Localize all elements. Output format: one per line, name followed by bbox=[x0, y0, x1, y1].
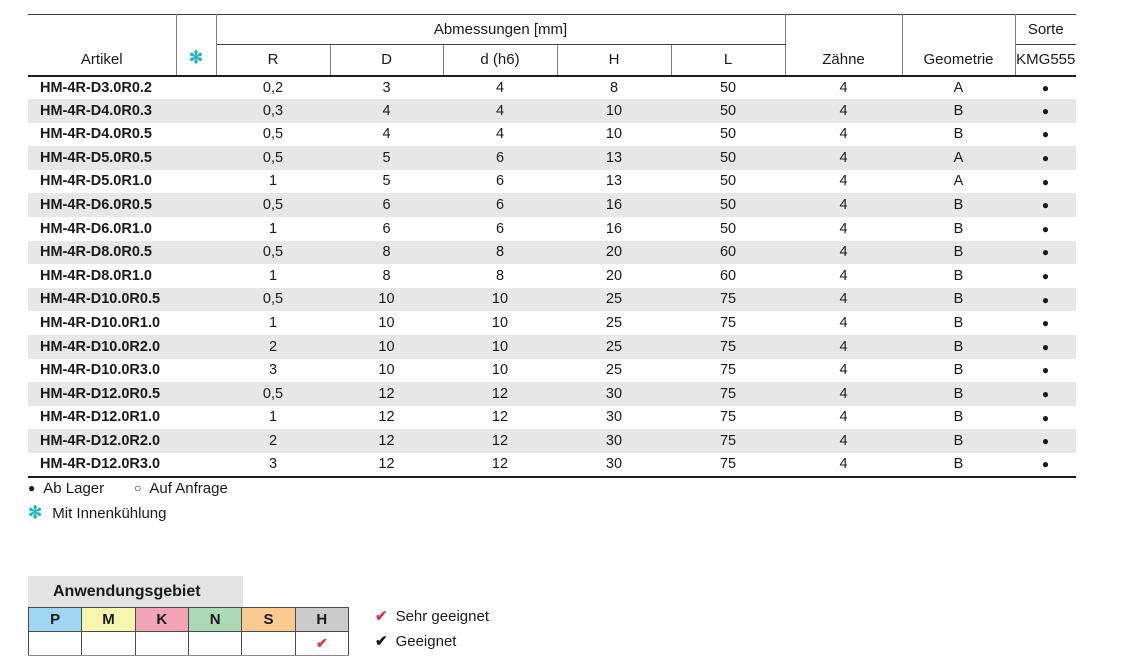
r-cell: 0,5 bbox=[262, 149, 284, 166]
application-check-cell: ✔ bbox=[295, 632, 348, 656]
h-cell: 13 bbox=[605, 173, 623, 190]
article-cell: HM-4R-D3.0R0.2 bbox=[40, 79, 152, 96]
zaehne-cell: 4 bbox=[839, 409, 848, 426]
article-cell: HM-4R-D8.0R1.0 bbox=[40, 267, 152, 284]
application-table-body-row bbox=[29, 632, 349, 656]
table-row bbox=[28, 335, 1076, 359]
cooling-cell bbox=[176, 170, 216, 194]
d-cell: 12 bbox=[378, 409, 395, 426]
dh6-cell: 4 bbox=[495, 102, 505, 119]
column-group-abmessungen: Abmessungen [mm] bbox=[216, 15, 785, 45]
l-cell: 75 bbox=[719, 385, 737, 402]
column-header-geometrie: Geometrie bbox=[902, 15, 1015, 76]
h-cell: 25 bbox=[605, 314, 623, 331]
article-cell: HM-4R-D4.0R0.5 bbox=[40, 126, 152, 143]
article-cell: HM-4R-D10.0R3.0 bbox=[40, 362, 161, 379]
request-legend-label: Auf Anfrage bbox=[149, 479, 228, 497]
geometrie-cell: B bbox=[953, 362, 964, 379]
dh6-cell: 12 bbox=[491, 432, 509, 449]
d-cell: 5 bbox=[382, 149, 391, 166]
geometrie-cell: B bbox=[953, 291, 964, 308]
h-cell: 30 bbox=[605, 432, 623, 449]
table-row bbox=[28, 123, 1076, 147]
table-row bbox=[28, 217, 1076, 241]
l-cell: 50 bbox=[719, 102, 737, 119]
l-cell: 50 bbox=[719, 149, 737, 166]
zaehne-cell: 4 bbox=[839, 220, 848, 237]
r-cell: 0,3 bbox=[262, 102, 284, 119]
cooling-cell bbox=[176, 217, 216, 241]
l-cell: 50 bbox=[719, 220, 737, 237]
article-cell: HM-4R-D6.0R0.5 bbox=[40, 197, 152, 214]
cooling-legend-label: Mit Innenkühlung bbox=[52, 504, 167, 522]
zaehne-cell: 4 bbox=[839, 149, 848, 166]
geometrie-cell: A bbox=[953, 173, 964, 190]
stock-dot: ● bbox=[1041, 339, 1050, 354]
stock-dot: ● bbox=[1041, 151, 1050, 166]
d-cell: 5 bbox=[382, 173, 391, 190]
geometrie-cell: B bbox=[953, 197, 964, 214]
product-table-body bbox=[28, 76, 1076, 477]
d-cell: 12 bbox=[330, 453, 443, 477]
cooling-cell bbox=[176, 264, 216, 288]
h-cell: 25 bbox=[605, 362, 623, 379]
article-cell: HM-4R-D5.0R0.5 bbox=[40, 149, 152, 166]
zaehne-cell: 4 bbox=[839, 432, 848, 449]
column-header-dh6: d (h6) bbox=[443, 45, 557, 76]
l-cell: 75 bbox=[719, 409, 737, 426]
cooling-cell bbox=[176, 99, 216, 123]
l-cell: 75 bbox=[719, 362, 737, 379]
h-cell: 8 bbox=[609, 79, 619, 96]
zaehne-cell: 4 bbox=[785, 453, 902, 477]
dh6-cell: 6 bbox=[495, 197, 505, 214]
zaehne-cell: 4 bbox=[839, 173, 848, 190]
application-empty-cell bbox=[29, 632, 82, 656]
column-header-sorte: Sorte bbox=[1015, 15, 1076, 45]
table-row bbox=[28, 146, 1076, 170]
cooling-cell bbox=[176, 382, 216, 406]
black-check-icon: ✔ bbox=[375, 633, 388, 650]
dh6-cell: 12 bbox=[491, 385, 509, 402]
article-cell: HM-4R-D6.0R1.0 bbox=[40, 220, 152, 237]
d-cell: 3 bbox=[382, 79, 391, 96]
zaehne-cell: 4 bbox=[839, 126, 848, 143]
table-row bbox=[28, 382, 1076, 406]
dh6-cell: 12 bbox=[491, 409, 509, 426]
geometrie-cell: B bbox=[953, 244, 964, 261]
r-cell: 3 bbox=[216, 453, 330, 477]
application-column-p: P bbox=[29, 608, 82, 632]
d-cell: 6 bbox=[382, 197, 391, 214]
r-cell: 0,5 bbox=[262, 291, 284, 308]
zaehne-cell: 4 bbox=[839, 102, 848, 119]
column-header-h: H bbox=[557, 45, 671, 76]
d-cell: 4 bbox=[382, 126, 391, 143]
l-cell: 60 bbox=[719, 267, 737, 284]
zaehne-cell: 4 bbox=[839, 291, 848, 308]
geometrie-cell: B bbox=[953, 338, 964, 355]
r-cell: 1 bbox=[268, 267, 278, 284]
r-cell: 0,5 bbox=[262, 244, 284, 261]
stock-dot: ● bbox=[1041, 363, 1050, 378]
geometrie-cell: B bbox=[953, 432, 964, 449]
table-row bbox=[28, 99, 1076, 123]
very-suitable-label: Sehr geeignet bbox=[395, 607, 489, 625]
zaehne-cell: 4 bbox=[839, 385, 848, 402]
h-cell: 16 bbox=[605, 197, 623, 214]
table-row bbox=[28, 311, 1076, 335]
zaehne-cell: 4 bbox=[839, 197, 848, 214]
r-cell: 1 bbox=[268, 220, 278, 237]
table-row bbox=[28, 264, 1076, 288]
r-cell: 0,5 bbox=[262, 197, 284, 214]
l-cell: 60 bbox=[719, 244, 737, 261]
dh6-cell: 12 bbox=[443, 453, 557, 477]
product-table-header bbox=[28, 15, 1076, 76]
cooling-cell bbox=[176, 123, 216, 147]
stock-dot: ● bbox=[1041, 387, 1050, 402]
application-table-content bbox=[29, 632, 349, 656]
r-cell: 0,5 bbox=[262, 126, 284, 143]
r-cell: 0,2 bbox=[262, 79, 284, 96]
article-cell: HM-4R-D10.0R2.0 bbox=[40, 338, 161, 355]
open-dot-icon: ○ bbox=[134, 481, 142, 495]
cooling-cell bbox=[176, 288, 216, 312]
r-cell: 0,5 bbox=[262, 385, 284, 402]
dh6-cell: 4 bbox=[495, 126, 505, 143]
stock-dot: ● bbox=[1041, 221, 1050, 236]
dh6-cell: 6 bbox=[495, 149, 505, 166]
stock-dot: ● bbox=[1041, 245, 1050, 260]
l-cell: 75 bbox=[719, 314, 737, 331]
application-empty-cell bbox=[242, 632, 295, 656]
h-cell: 10 bbox=[605, 102, 623, 119]
table-row bbox=[28, 429, 1076, 453]
dh6-cell: 8 bbox=[495, 267, 505, 284]
snowflake-icon: ✻ bbox=[28, 503, 43, 522]
table-row bbox=[28, 359, 1076, 383]
h-cell: 30 bbox=[605, 409, 623, 426]
stock-legend-label: Ab Lager bbox=[43, 479, 105, 497]
article-cell: HM-4R-D12.0R0.5 bbox=[40, 385, 161, 402]
cooling-cell bbox=[176, 453, 216, 477]
h-cell: 20 bbox=[605, 244, 623, 261]
l-cell: 75 bbox=[719, 432, 737, 449]
d-cell: 10 bbox=[378, 314, 395, 331]
dh6-cell: 4 bbox=[495, 79, 505, 96]
cooling-legend bbox=[28, 502, 167, 524]
cooling-cell bbox=[176, 335, 216, 359]
legend-item-very-suitable bbox=[375, 606, 489, 626]
geometrie-cell: A bbox=[953, 79, 964, 96]
zaehne-cell: 4 bbox=[839, 267, 848, 284]
application-table bbox=[28, 607, 349, 656]
zaehne-cell: 4 bbox=[839, 338, 848, 355]
dh6-cell: 6 bbox=[495, 173, 505, 190]
article-cell: HM-4R-D12.0R1.0 bbox=[40, 409, 161, 426]
application-column-n: N bbox=[188, 608, 241, 632]
geometrie-cell: B bbox=[953, 220, 964, 237]
table-row bbox=[28, 76, 1076, 100]
stock-dot: ● bbox=[1041, 434, 1050, 449]
stock-dot: ● bbox=[1041, 316, 1050, 331]
cooling-cell bbox=[176, 193, 216, 217]
stock-dot: ● bbox=[1041, 269, 1050, 284]
d-cell: 4 bbox=[382, 102, 391, 119]
cooling-cell bbox=[176, 311, 216, 335]
h-cell: 10 bbox=[605, 126, 623, 143]
table-row bbox=[28, 241, 1076, 265]
application-empty-cell bbox=[82, 632, 135, 656]
l-cell: 50 bbox=[719, 197, 737, 214]
legend-item-suitable bbox=[375, 631, 489, 651]
application-table-header-row bbox=[29, 608, 349, 632]
column-header-zaehne: Zähne bbox=[785, 15, 902, 76]
column-header-l: L bbox=[671, 45, 785, 76]
zaehne-cell: 4 bbox=[839, 314, 848, 331]
stock-dot: ● bbox=[1041, 127, 1050, 142]
application-empty-cell bbox=[188, 632, 241, 656]
h-cell: 30 bbox=[605, 385, 623, 402]
stock-dot: ● bbox=[1041, 198, 1050, 213]
r-cell: 1 bbox=[268, 409, 278, 426]
dh6-cell: 10 bbox=[491, 291, 509, 308]
stock-legend bbox=[28, 477, 228, 499]
r-cell: 2 bbox=[268, 432, 278, 449]
r-cell: 3 bbox=[268, 362, 278, 379]
geometrie-cell: A bbox=[953, 149, 964, 166]
suitable-label: Geeignet bbox=[395, 632, 457, 650]
cooling-cell bbox=[176, 429, 216, 453]
geometrie-cell: B bbox=[953, 385, 964, 402]
l-cell: 50 bbox=[719, 126, 737, 143]
r-cell: 2 bbox=[268, 338, 278, 355]
stock-dot: ● bbox=[1015, 453, 1076, 477]
l-cell: 50 bbox=[719, 79, 737, 96]
dh6-cell: 8 bbox=[495, 244, 505, 261]
l-cell: 75 bbox=[719, 291, 737, 308]
cooling-cell bbox=[176, 406, 216, 430]
product-table bbox=[28, 14, 1076, 478]
geometrie-cell: B bbox=[953, 126, 964, 143]
red-check-icon: ✔ bbox=[375, 608, 388, 625]
cooling-column-header bbox=[176, 15, 216, 76]
geometrie-cell: B bbox=[953, 102, 964, 119]
table-row bbox=[28, 170, 1076, 194]
article-cell: HM-4R-D10.0R1.0 bbox=[40, 314, 161, 331]
d-cell: 10 bbox=[378, 362, 395, 379]
article-cell: HM-4R-D12.0R3.0 bbox=[28, 453, 176, 477]
zaehne-cell: 4 bbox=[839, 79, 848, 96]
application-column-s: S bbox=[242, 608, 295, 632]
stock-dot: ● bbox=[1041, 292, 1050, 307]
h-cell: 13 bbox=[605, 149, 623, 166]
application-column-k: K bbox=[135, 608, 188, 632]
application-empty-cell bbox=[135, 632, 188, 656]
column-header-d: D bbox=[330, 45, 443, 76]
h-cell: 16 bbox=[605, 220, 623, 237]
dh6-cell: 6 bbox=[495, 220, 505, 237]
l-cell: 75 bbox=[671, 453, 785, 477]
suitability-legend bbox=[375, 606, 489, 651]
dh6-cell: 10 bbox=[491, 362, 509, 379]
geometrie-cell: B bbox=[953, 267, 964, 284]
h-cell: 25 bbox=[605, 338, 623, 355]
stock-dot: ● bbox=[1041, 103, 1050, 118]
stock-dot: ● bbox=[1041, 410, 1050, 425]
table-row bbox=[28, 193, 1076, 217]
zaehne-cell: 4 bbox=[839, 244, 848, 261]
h-cell: 30 bbox=[557, 453, 671, 477]
stock-dot: ● bbox=[1041, 174, 1050, 189]
article-cell: HM-4R-D5.0R1.0 bbox=[40, 173, 152, 190]
article-cell: HM-4R-D10.0R0.5 bbox=[40, 291, 161, 308]
d-cell: 10 bbox=[378, 291, 395, 308]
application-column-m: M bbox=[82, 608, 135, 632]
article-cell: HM-4R-D8.0R0.5 bbox=[40, 244, 152, 261]
d-cell: 8 bbox=[382, 244, 391, 261]
geometrie-cell: B bbox=[953, 314, 964, 331]
d-cell: 6 bbox=[382, 220, 391, 237]
cooling-cell bbox=[176, 76, 216, 100]
table-row bbox=[28, 288, 1076, 312]
snowflake-icon: ✻ bbox=[188, 47, 204, 67]
article-cell: HM-4R-D12.0R2.0 bbox=[40, 432, 161, 449]
l-cell: 50 bbox=[719, 173, 737, 190]
geometrie-cell: B bbox=[902, 453, 1015, 477]
cooling-cell bbox=[176, 359, 216, 383]
stock-dot: ● bbox=[1041, 80, 1050, 95]
d-cell: 10 bbox=[378, 338, 395, 355]
d-cell: 8 bbox=[382, 267, 391, 284]
r-cell: 1 bbox=[268, 314, 278, 331]
zaehne-cell: 4 bbox=[839, 362, 848, 379]
table-row bbox=[28, 453, 1076, 477]
application-table-header bbox=[29, 608, 349, 632]
application-area-title: Anwendungsgebiet bbox=[28, 576, 243, 607]
article-cell: HM-4R-D4.0R0.3 bbox=[40, 102, 152, 119]
column-header-r: R bbox=[216, 45, 330, 76]
cooling-cell bbox=[176, 146, 216, 170]
h-cell: 20 bbox=[605, 267, 623, 284]
column-header-kmg555: KMG555 bbox=[1015, 45, 1076, 76]
l-cell: 75 bbox=[719, 338, 737, 355]
geometrie-cell: B bbox=[953, 409, 964, 426]
dh6-cell: 10 bbox=[491, 314, 509, 331]
column-header-artikel: Artikel bbox=[28, 15, 176, 76]
filled-dot-icon: ● bbox=[28, 481, 36, 495]
d-cell: 12 bbox=[378, 385, 395, 402]
r-cell: 1 bbox=[268, 173, 278, 190]
h-cell: 25 bbox=[605, 291, 623, 308]
table-row bbox=[28, 406, 1076, 430]
d-cell: 12 bbox=[378, 432, 395, 449]
cooling-cell bbox=[176, 241, 216, 265]
dh6-cell: 10 bbox=[491, 338, 509, 355]
application-column-h: H bbox=[295, 608, 348, 632]
